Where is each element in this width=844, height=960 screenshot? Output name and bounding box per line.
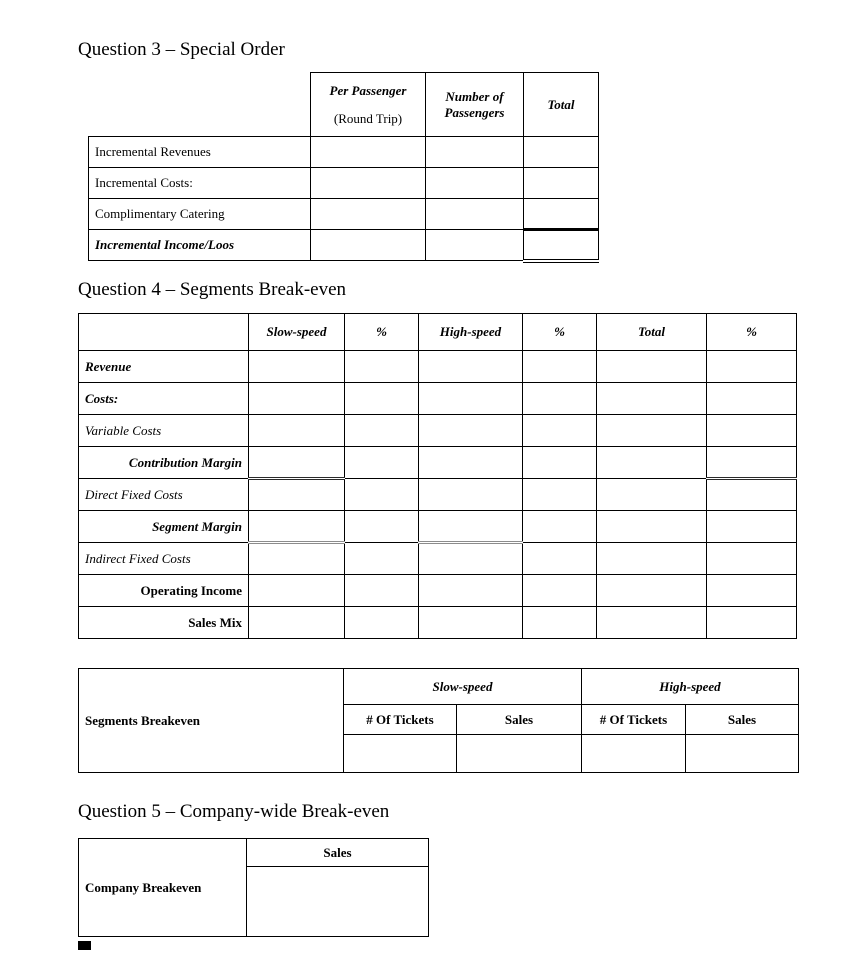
empty-cell[interactable] — [597, 543, 707, 575]
group-header-slow-speed: Slow-speed — [344, 669, 582, 705]
empty-cell[interactable] — [419, 543, 523, 575]
empty-cell[interactable] — [707, 415, 797, 447]
empty-cell[interactable] — [457, 735, 582, 773]
empty-cell[interactable] — [419, 447, 523, 479]
empty-cell[interactable] — [524, 230, 599, 261]
empty-cell[interactable] — [523, 479, 597, 511]
empty-cell[interactable] — [707, 447, 797, 479]
empty-cell[interactable] — [249, 575, 345, 607]
row-label-company-breakeven: Company Breakeven — [79, 839, 247, 937]
empty-cell[interactable] — [597, 447, 707, 479]
empty-cell[interactable] — [524, 199, 599, 230]
col-header-slow-speed: Slow-speed — [249, 314, 345, 351]
header-spacer-cell — [79, 314, 249, 351]
empty-cell[interactable] — [419, 383, 523, 415]
col-header-high-percent: % — [523, 314, 597, 351]
row-label-costs: Costs: — [79, 383, 249, 415]
empty-cell[interactable] — [523, 351, 597, 383]
segments-breakeven-table — [78, 668, 799, 773]
row-label-sales-mix: Sales Mix — [79, 607, 249, 639]
empty-cell[interactable] — [523, 447, 597, 479]
empty-cell[interactable] — [345, 415, 419, 447]
empty-cell[interactable] — [247, 867, 429, 937]
empty-cell[interactable] — [419, 479, 523, 511]
col-header-total-percent: % — [707, 314, 797, 351]
segments-breakeven-analysis-table — [78, 313, 797, 639]
empty-cell[interactable] — [597, 383, 707, 415]
empty-cell[interactable] — [524, 137, 599, 168]
empty-cell[interactable] — [249, 543, 345, 575]
empty-cell[interactable] — [426, 168, 524, 199]
empty-cell[interactable] — [345, 351, 419, 383]
row-label-incremental-revenues: Incremental Revenues — [89, 137, 311, 168]
empty-cell[interactable] — [311, 168, 426, 199]
row-label-contribution-margin: Contribution Margin — [79, 447, 249, 479]
question-4-heading: Question 4 – Segments Break-even — [78, 279, 347, 300]
question-5-heading: Question 5 – Company-wide Break-even — [78, 801, 390, 822]
empty-cell[interactable] — [419, 511, 523, 543]
col-header-sales-high: Sales — [686, 705, 799, 735]
row-label-variable-costs: Variable Costs — [79, 415, 249, 447]
col-header-tickets-high: # Of Tickets — [582, 705, 686, 735]
empty-cell[interactable] — [524, 168, 599, 199]
empty-cell[interactable] — [597, 575, 707, 607]
row-label-segments-breakeven: Segments Breakeven — [79, 669, 344, 773]
empty-cell[interactable] — [707, 351, 797, 383]
empty-cell[interactable] — [345, 511, 419, 543]
empty-cell[interactable] — [249, 511, 345, 543]
empty-cell[interactable] — [249, 447, 345, 479]
empty-cell[interactable] — [344, 735, 457, 773]
empty-cell[interactable] — [707, 511, 797, 543]
col-header-sales-slow: Sales — [457, 705, 582, 735]
empty-cell[interactable] — [523, 575, 597, 607]
empty-cell[interactable] — [597, 479, 707, 511]
per-passenger-label: Per Passenger — [329, 82, 407, 98]
empty-cell[interactable] — [249, 383, 345, 415]
empty-cell[interactable] — [597, 511, 707, 543]
question-3-heading: Question 3 – Special Order — [78, 39, 285, 60]
empty-cell[interactable] — [345, 479, 419, 511]
empty-cell[interactable] — [523, 383, 597, 415]
empty-cell[interactable] — [419, 415, 523, 447]
col-header-slow-percent: % — [345, 314, 419, 351]
company-breakeven-table — [78, 838, 429, 937]
empty-cell[interactable] — [523, 543, 597, 575]
empty-cell[interactable] — [707, 383, 797, 415]
row-label-incremental-costs: Incremental Costs: — [89, 168, 311, 199]
empty-cell[interactable] — [311, 230, 426, 261]
row-label-operating-income: Operating Income — [79, 575, 249, 607]
group-header-high-speed: High-speed — [582, 669, 799, 705]
empty-cell[interactable] — [597, 351, 707, 383]
special-order-table — [88, 72, 599, 263]
stray-mark — [78, 941, 91, 950]
empty-cell[interactable] — [249, 479, 345, 511]
empty-cell[interactable] — [426, 199, 524, 230]
col-header-high-speed: High-speed — [419, 314, 523, 351]
empty-cell[interactable] — [426, 137, 524, 168]
empty-cell[interactable] — [311, 199, 426, 230]
row-label-incremental-income-loss: Incremental Income/Loos — [89, 230, 311, 261]
row-label-direct-fixed-costs: Direct Fixed Costs — [79, 479, 249, 511]
col-header-sales: Sales — [247, 839, 429, 867]
round-trip-label: (Round Trip) — [333, 110, 403, 126]
empty-cell[interactable] — [345, 607, 419, 639]
empty-cell[interactable] — [582, 735, 686, 773]
col-header-number-of-passengers: Number of Passengers — [426, 73, 524, 137]
row-label-segment-margin: Segment Margin — [79, 511, 249, 543]
header-spacer-cell — [89, 73, 311, 137]
empty-cell[interactable] — [249, 351, 345, 383]
row-label-revenue: Revenue — [79, 351, 249, 383]
empty-cell[interactable] — [345, 543, 419, 575]
empty-cell[interactable] — [523, 607, 597, 639]
empty-cell[interactable] — [523, 415, 597, 447]
empty-cell[interactable] — [419, 351, 523, 383]
empty-cell[interactable] — [249, 415, 345, 447]
empty-cell[interactable] — [597, 415, 707, 447]
empty-cell[interactable] — [707, 479, 797, 511]
col-header-tickets-slow: # Of Tickets — [344, 705, 457, 735]
row-label-complimentary-catering: Complimentary Catering — [89, 199, 311, 230]
row-label-indirect-fixed-costs: Indirect Fixed Costs — [79, 543, 249, 575]
col-header-total: Total — [524, 73, 599, 137]
empty-cell[interactable] — [311, 137, 426, 168]
empty-cell[interactable] — [345, 447, 419, 479]
empty-cell[interactable] — [707, 543, 797, 575]
empty-cell[interactable] — [345, 383, 419, 415]
empty-cell[interactable] — [707, 575, 797, 607]
col-header-per-passenger — [311, 73, 426, 137]
empty-cell[interactable] — [597, 607, 707, 639]
empty-cell[interactable] — [249, 607, 345, 639]
empty-cell[interactable] — [345, 575, 419, 607]
empty-cell[interactable] — [419, 575, 523, 607]
col-header-total: Total — [597, 314, 707, 351]
empty-cell[interactable] — [523, 511, 597, 543]
empty-cell[interactable] — [686, 735, 799, 773]
empty-cell[interactable] — [426, 230, 524, 261]
empty-cell[interactable] — [419, 607, 523, 639]
empty-cell[interactable] — [707, 607, 797, 639]
